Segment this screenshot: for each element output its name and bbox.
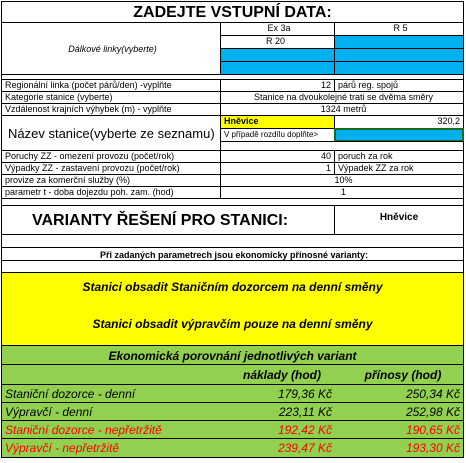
dalkove-col2-row2[interactable] (334, 35, 464, 49)
dalkove-col2-header[interactable]: R 5 (334, 22, 464, 36)
econ-row-3-cost: 192,42 Kč (277, 423, 332, 437)
kategorie-label: Kategorie stanice (vyberte) (1, 91, 221, 104)
dalkove-col1-row2[interactable]: R 20 (220, 35, 335, 49)
parametr-value[interactable]: 1 (220, 186, 464, 199)
varianty-station: Hněvice (334, 205, 464, 235)
dalkove-col2-row4[interactable] (334, 61, 464, 75)
vzdalenost-label: Vzdálenost krajních výhybek (m) - vyplňte (1, 103, 221, 116)
econ-row-2-benefit: 252,98 Kč (405, 405, 460, 419)
nazev-station-select[interactable]: Hněvice (220, 115, 335, 129)
nazev-override-input[interactable] (334, 128, 464, 142)
vypadky-value[interactable]: 1 (220, 162, 335, 175)
regionalni-label: Regionální linka (počet párů/den) -vyplňte (1, 79, 221, 92)
econ-title: Ekonomická porovnání jednotlivých variant (1, 345, 464, 365)
econ-row-3-benefit: 190,65 Kč (405, 423, 460, 437)
poruchy-unit: poruch za rok (334, 150, 464, 163)
econ-row-4-cost: 239,47 Kč (277, 441, 332, 455)
dalkove-col1-row4[interactable] (220, 61, 335, 75)
vzdalenost-value[interactable]: 1324 metrů (220, 103, 464, 116)
nazev-label: Název stanice(vyberte ze seznamu) (1, 115, 221, 151)
parametr-label: parametr t - doba dojezdu poh. zam. (hod) (1, 186, 221, 199)
econ-row-1-cost: 179,36 Kč (277, 387, 332, 401)
nazev-km: 320,2 (334, 115, 464, 129)
econ-row-3-label: Staniční dozorce - nepřetržitě (5, 423, 162, 437)
varianty-title: VARIANTY ŘEŠENÍ PRO STANICI: (1, 205, 335, 235)
provize-value[interactable]: 10% (220, 174, 464, 187)
econ-row-4-benefit: 193,30 Kč (405, 441, 460, 455)
econ-row-1-benefit: 250,34 Kč (405, 387, 460, 401)
econ-row-2-label: Výpravčí - denní (5, 405, 93, 419)
dalkove-col2-row3[interactable] (334, 48, 464, 62)
vypadky-label: Výpadky ZZ - zastavení provozu (počet/rok) (1, 162, 221, 175)
varianty-result-2: Stanici obsadit výpravčím pouze na denní směny (92, 317, 373, 331)
regionalni-unit: párů reg. spojů (334, 79, 464, 92)
page-title: ZADEJTE VSTUPNÍ DATA: (1, 1, 464, 23)
econ-row-2-cost: 223,11 Kč (278, 405, 332, 419)
spacer-row (1, 234, 464, 248)
econ-row-1-label: Staniční dozorce - denní (5, 387, 136, 401)
varianty-subtitle: Při zadaných parametrech jsou ekonomicky přínosné varianty: (1, 247, 464, 261)
econ-col-cost: náklady (hod) (242, 368, 321, 382)
econ-row-4-label: Výpravčí - nepřetržitě (5, 441, 120, 455)
poruchy-label: Poruchy ZZ - omezení provozu (počet/rok) (1, 150, 221, 163)
regionalni-value[interactable]: 12 (220, 79, 335, 92)
dalkove-col1-row3[interactable] (220, 48, 335, 62)
provize-label: provize za komerční služby (%) (1, 174, 221, 187)
vypadky-unit: Výpadek ZZ za rok (334, 162, 464, 175)
econ-col-benefit: přínosy (hod) (364, 368, 442, 382)
dalkove-label: Dálkové linky(vyberte) (1, 22, 221, 75)
kategorie-select[interactable]: Stanice na dvoukolejné trati se dvěma směry (220, 91, 464, 104)
nazev-override-label: V případě rozdílu doplňte> (220, 128, 335, 142)
poruchy-value[interactable]: 40 (220, 150, 335, 163)
dalkove-col1-header[interactable]: Ex 3a (220, 22, 335, 36)
varianty-result-1: Stanici obsadit Staničním dozorcem na denní směny (82, 280, 383, 294)
